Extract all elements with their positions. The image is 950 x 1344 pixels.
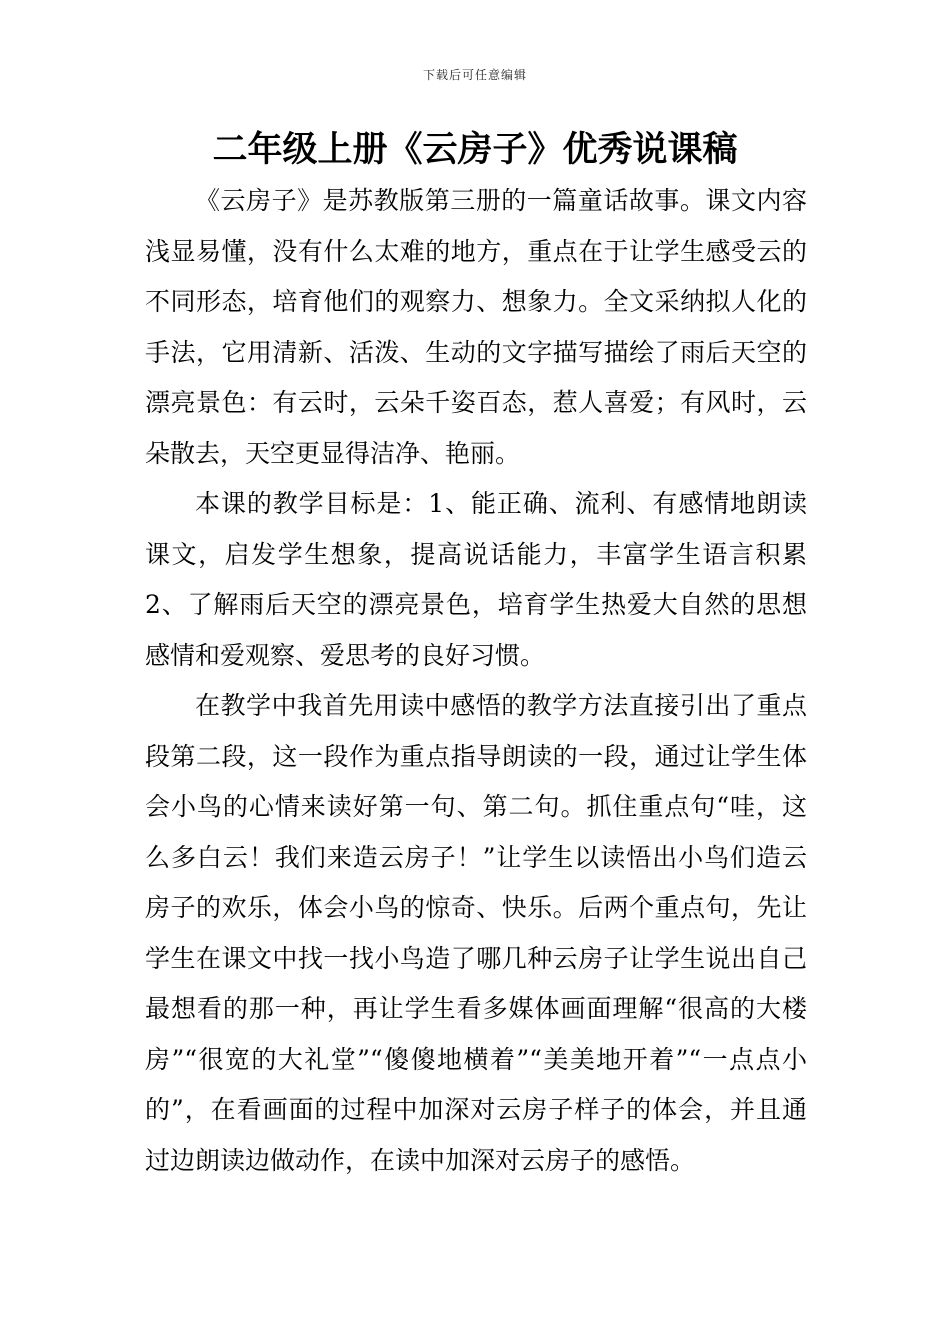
header-note: 下载后可任意编辑 (422, 68, 527, 82)
paragraph-intro: 《云房子》是苏教版第三册的一篇童话故事。课文内容浅显易懂，没有什么太难的地方，重点在于让学生感受云的不同形态，培育他们的观察力、想象力。全文采纳拟人化的手法，它用清新、活泼、生动的文字描写描绘了雨后天空的漂亮景色：有云时，云朵千姿百态，惹人喜爱；有风时，云朵散去，天空更显得洁净、艳丽。 (145, 186, 807, 468)
paragraph-teaching-process: 在教学中我首先用读中感悟的教学方法直接引出了重点段第二段，这一段作为重点指导朗读的一段，通过让学生体会小鸟的心情来读好第一句、第二句。抓住重点句“哇，这么多白云！我们来造云房子！”让学生以读悟出小鸟们造云房子的欢乐，体会小鸟的惊奇、快乐。后两个重点句，先让学生在课文中找一找小鸟造了哪几种云房子让学生说出自己最想看的那一种，再让学生看多媒体画面理解“很高的大楼房”“很宽的大礼堂”“傻傻地横着”“美美地开着”“一点点小的”，在看画面的过程中加深对云房子样子的体会，并且通过边朗读边做动作，在读中加深对云房子的感悟。 (145, 691, 807, 1175)
document-body (145, 176, 807, 1186)
document-title: 二年级上册《云房子》优秀说课稿 (212, 130, 738, 170)
paragraph-objectives: 本课的教学目标是：1、能正确、流利、有感情地朗读课文，启发学生想象，提高说话能力，丰富学生语言积累2、了解雨后天空的漂亮景色，培育学生热爱大自然的思想感情和爱观察、爱思考的良好习惯。 (145, 489, 807, 670)
